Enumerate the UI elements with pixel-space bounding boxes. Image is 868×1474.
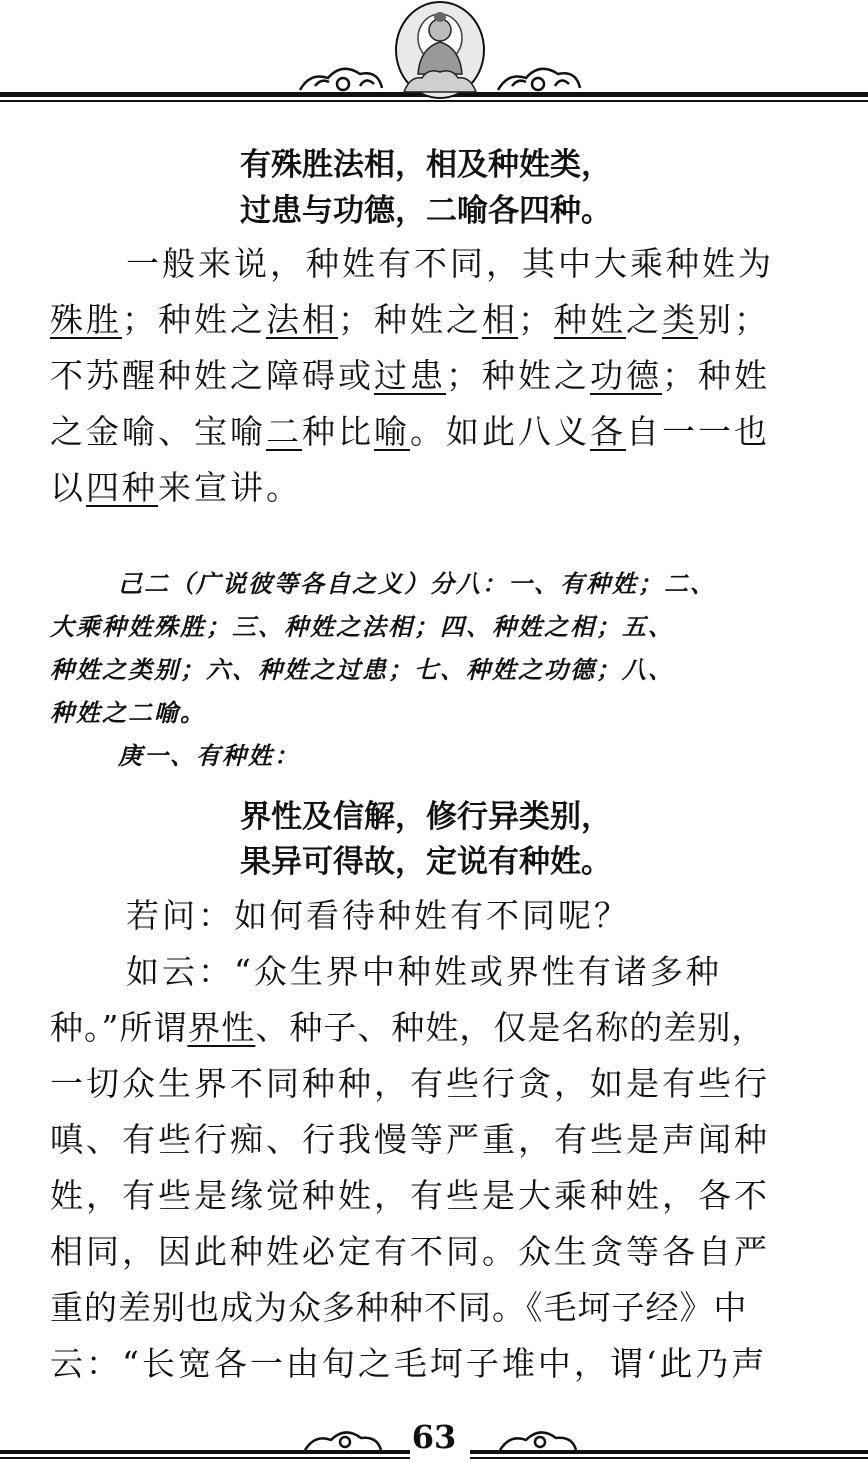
- underlined-term: 相: [482, 300, 518, 339]
- underlined-term: 功德: [590, 356, 662, 395]
- text-span: 之: [626, 300, 662, 339]
- text-span: ；: [518, 300, 554, 339]
- text-span: 之金喻、宝喻: [50, 412, 266, 451]
- outline-line: 种姓之二喻。: [50, 698, 206, 727]
- outline-line: 己二（广说彼等各自之义）分八：一、有种姓；二、: [118, 569, 716, 598]
- commentary-paragraph: [50, 236, 840, 516]
- text-span: 不苏醒种姓之障碍或: [50, 356, 374, 395]
- text-span: 来宣讲。: [158, 468, 302, 507]
- text-line: 相同，因此种姓必定有不同。众生贪等各自严: [50, 1232, 770, 1271]
- outline-line: 种姓之类别；六、种姓之过患；七、种姓之功德；八、: [50, 655, 674, 684]
- text-line: [50, 1000, 840, 1056]
- text-span: 。如此八义: [410, 412, 590, 451]
- text-line: [50, 292, 840, 348]
- underlined-term: 类: [662, 300, 698, 339]
- outline-heading: [50, 562, 840, 777]
- text-line: 一切众生界不同种种，有些行贪，如是有些行: [50, 1064, 770, 1103]
- text-line: 云：“长宽各一由旬之毛坷子堆中，谓‘此乃声: [50, 1344, 768, 1383]
- underlined-term: 界性: [187, 1008, 256, 1047]
- buddha-ornament-icon: [0, 0, 868, 120]
- commentary-paragraph: [50, 944, 840, 1392]
- text-span: 以: [50, 468, 86, 507]
- text-line: [50, 460, 840, 516]
- page-number: 63: [411, 1418, 457, 1456]
- underlined-term: 四种: [86, 468, 158, 507]
- underlined-term: 过患: [374, 356, 446, 395]
- underlined-term: 各: [590, 412, 626, 451]
- text-span: ；种姓之: [122, 300, 266, 339]
- verse-line: 果异可得故，定说有种姓。: [240, 844, 612, 880]
- text-span: ；种姓: [662, 356, 770, 395]
- text-span: 自一一也: [626, 412, 770, 451]
- text-span: ；种姓之: [338, 300, 482, 339]
- text-span: 种比: [302, 412, 374, 451]
- section-heading: 庚一、有种姓：: [118, 741, 300, 770]
- text-line: [50, 404, 840, 460]
- underlined-term: 法相: [266, 300, 338, 339]
- verse-line: 有殊胜法相，相及种姓类，: [240, 147, 612, 183]
- text-span: 、种子、种姓，仅是名称的差别，: [255, 1008, 766, 1047]
- question-line: [50, 888, 840, 944]
- header-ornament: [0, 0, 868, 120]
- text-span: 别；: [698, 300, 770, 339]
- underlined-term: 种姓: [554, 300, 626, 339]
- underlined-term: 喻: [374, 412, 410, 451]
- outline-line: 大乘种姓殊胜；三、种姓之法相；四、种姓之相；五、: [50, 612, 674, 641]
- verse-line: 过患与功德，二喻各四种。: [240, 193, 612, 229]
- text-line: [50, 348, 840, 404]
- text-line: 嗔、有些行痴、行我慢等严重，有些是声闻种: [50, 1120, 770, 1159]
- underlined-term: 二: [266, 412, 302, 451]
- text-line: 重的差别也成为众多种种不同。《毛坷子经》中: [50, 1288, 748, 1327]
- text-span: 种。”所谓: [50, 1008, 188, 1047]
- text-line: 一般来说，种姓有不同，其中大乘种姓为: [126, 244, 774, 283]
- text-line: 姓，有些是缘觉种姓，有些是大乘种姓，各不: [50, 1176, 770, 1215]
- text-line: 如云：“众生界中种姓或界性有诸多种: [126, 952, 722, 991]
- underlined-term: 殊胜: [50, 300, 122, 339]
- text-line: 若问：如何看待种姓有不同呢？: [126, 896, 630, 935]
- verse-line: 界性及信解，修行异类别，: [240, 799, 612, 835]
- text-span: ；种姓之: [446, 356, 590, 395]
